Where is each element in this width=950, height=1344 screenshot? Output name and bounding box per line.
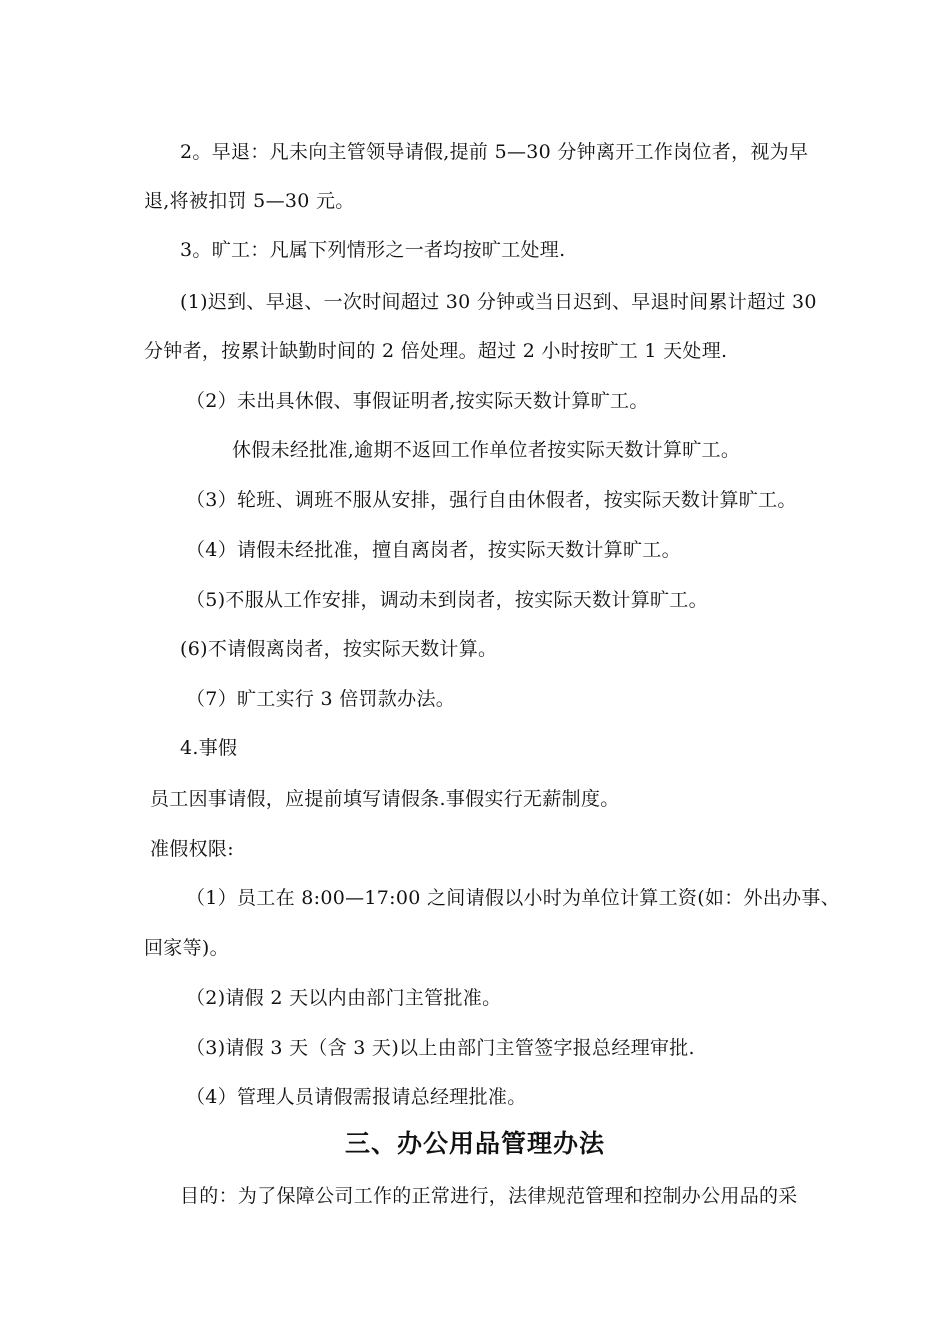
text-line: 分钟者，按累计缺勤时间的 2 倍处理。超过 2 小时按旷工 1 天处理. (144, 340, 728, 362)
text-line: （4）请假未经批准，擅自离岗者，按实际天数计算旷工。 (186, 539, 681, 561)
text-line: (1)迟到、早退、一次时间超过 30 分钟或当日迟到、早退时间累计超过 30 (180, 291, 817, 313)
text-line: 4.事假 (180, 737, 238, 759)
text-line: （1）员工在 8:00—17:00 之间请假以小时为单位计算工资(如：外出办事、 (186, 887, 841, 909)
text-line: 回家等)。 (144, 937, 229, 959)
text-line: （2）未出具休假、事假证明者,按实际天数计算旷工。 (186, 390, 649, 412)
text-line: （3）轮班、调班不服从安排，强行自由休假者，按实际天数计算旷工。 (186, 489, 797, 511)
text-line: （2)请假 2 天以内由部门主管批准。 (186, 987, 502, 1009)
purpose-line: 目的：为了保障公司工作的正常进行，法律规范管理和控制办公用品的采 (180, 1185, 798, 1207)
text-line: (6)不请假离岗者，按实际天数计算。 (180, 638, 498, 660)
text-line: 2。早退：凡未向主管领导请假,提前 5—30 分钟离开工作岗位者，视为早 (180, 141, 809, 163)
text-line: 准假权限: (150, 838, 234, 860)
section-heading: 三、办公用品管理办法 (344, 1129, 605, 1158)
text-line: （5)不服从工作安排，调动未到岗者，按实际天数计算旷工。 (186, 589, 708, 611)
text-line: 3。旷工：凡属下列情形之一者均按旷工处理. (180, 239, 566, 261)
text-line: 退,将被扣罚 5—30 元。 (144, 190, 355, 212)
text-line: （4）管理人员请假需报请总经理批准。 (186, 1086, 527, 1108)
text-line: （7）旷工实行 3 倍罚款办法。 (186, 688, 456, 710)
text-line: 员工因事请假，应提前填写请假条.事假实行无薪制度。 (150, 788, 620, 810)
text-line: （3)请假 3 天（含 3 天)以上由部门主管签字报总经理审批. (186, 1037, 695, 1059)
text-line: 休假未经批准,逾期不返回工作单位者按实际天数计算旷工。 (232, 439, 741, 461)
